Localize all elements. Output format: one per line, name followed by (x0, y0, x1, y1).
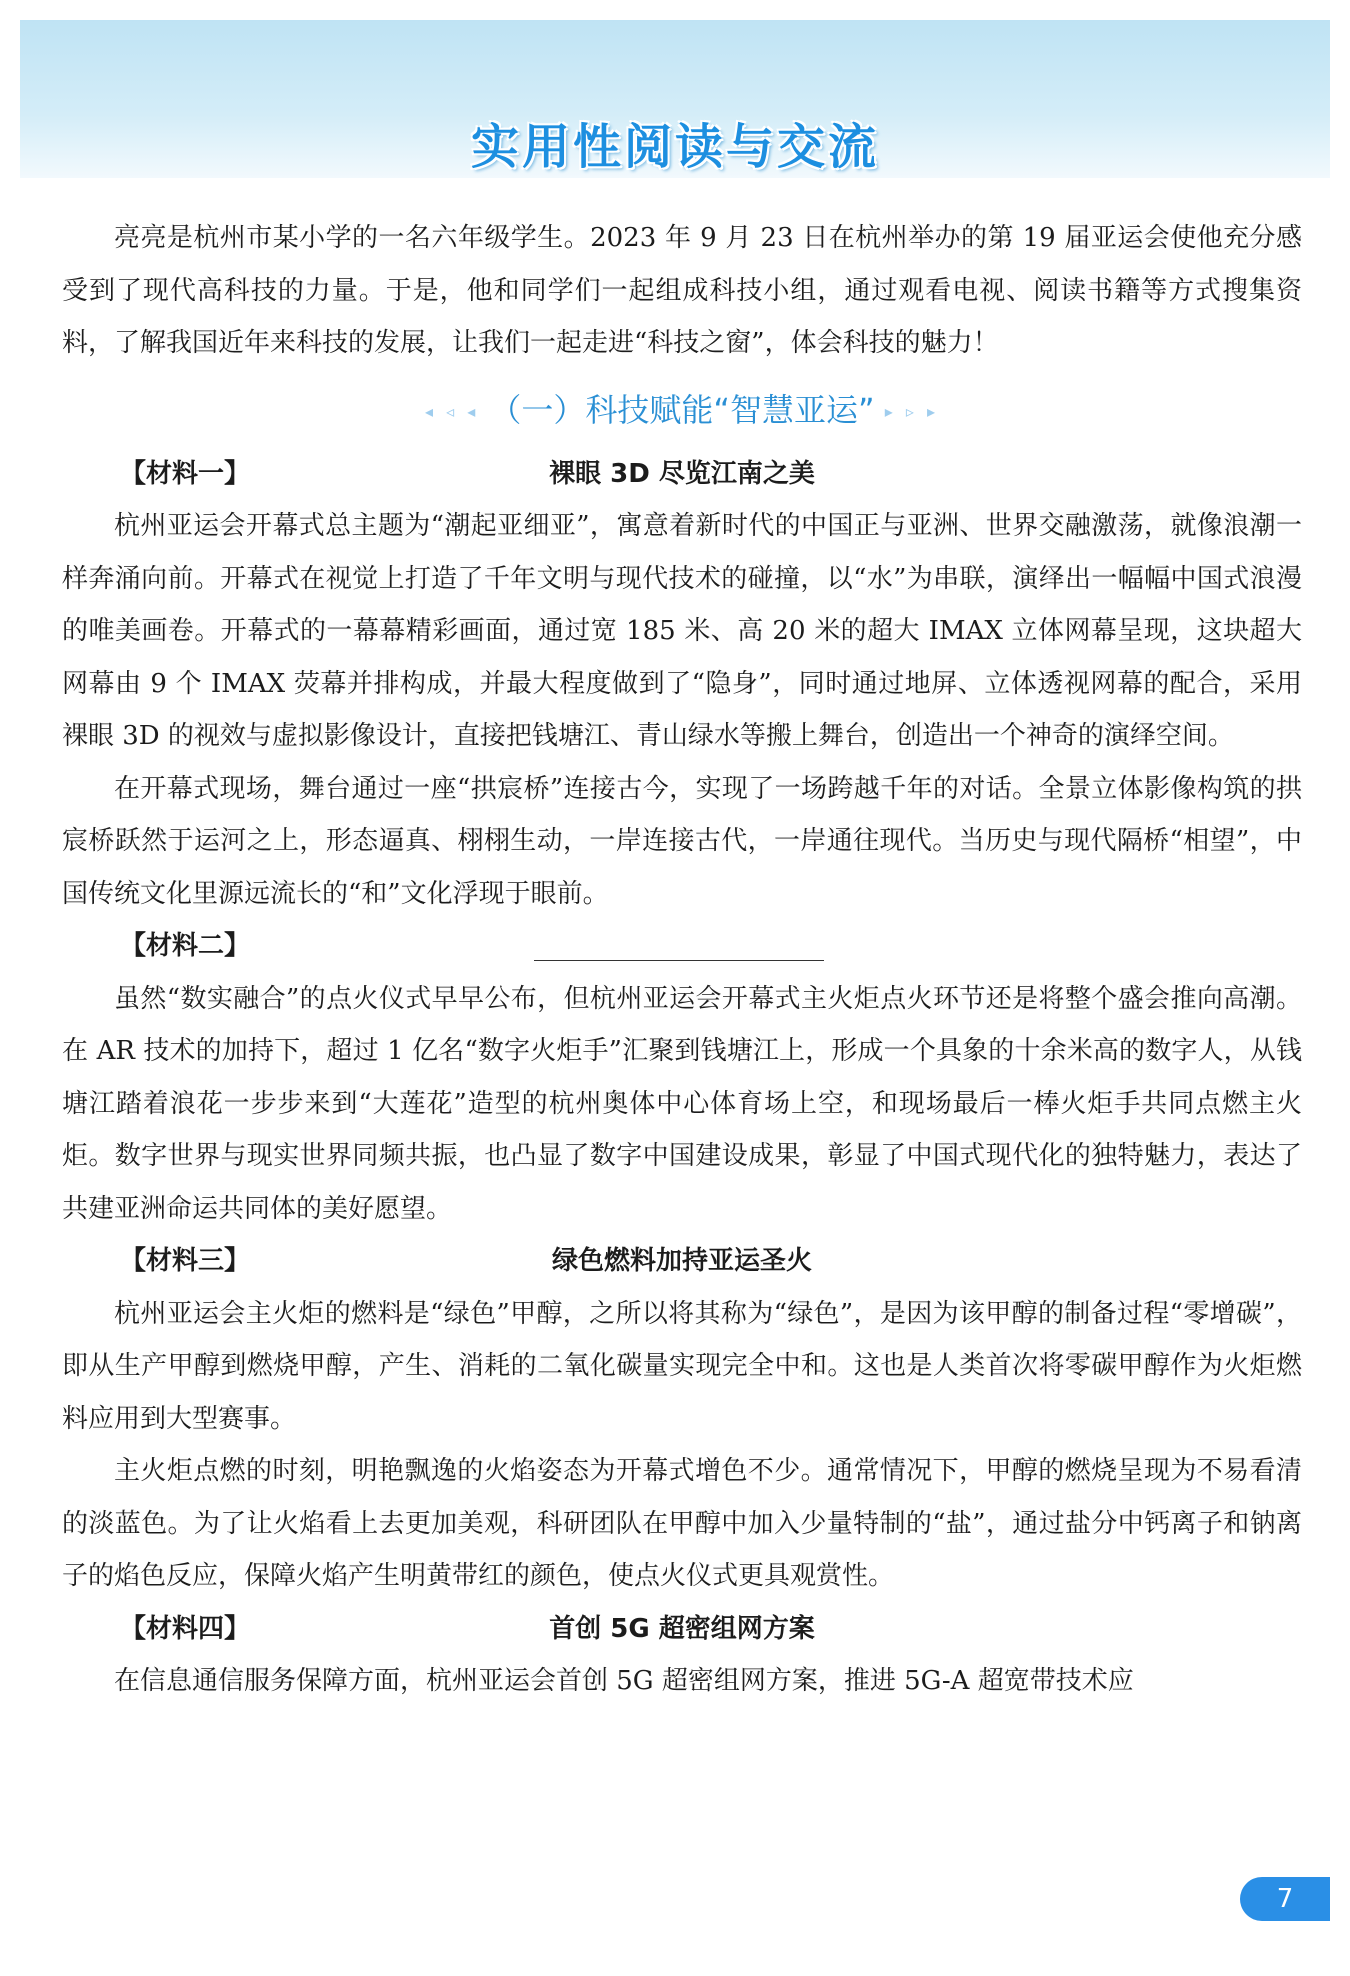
section-heading-text: （一）科技赋能“智慧亚运” (489, 390, 875, 429)
material-3-label: 【材料三】 (120, 1246, 251, 1276)
material-1-paragraph-1: 杭州亚运会开幕式总主题为“潮起亚细亚”，寓意着新时代的中国正与亚洲、世界交融激荡，就像浪潮一样奔涌向前。开幕式在视觉上打造了千年文明与现代技术的碰撞，以“水”为串联，演绎出一幅幅中国式浪漫的唯美画卷。开幕式的一幕幕精彩画面，通过宽 185 米、高 20 米的超大 IMAX 立体网幕呈现，这块超大网幕由 9 个 IMAX 荧幕并排构成，并最大程度做到了“隐身”，同时通过地屏、立体透视网幕的配合，采用裸眼 3D 的视效与虚拟影像设计，直接把钱塘江、青山绿水等搬上舞台，创造出一个神奇的演绎空间。 (62, 511, 1302, 751)
page-content (62, 212, 1302, 1708)
page-number: 7 (1240, 1877, 1330, 1921)
material-2-paragraph-1: 虽然“数实融合”的点火仪式早早公布，但杭州亚运会开幕式主火炬点火环节还是将整个盛会推向高潮。在 AR 技术的加持下，超过 1 亿名“数字火炬手”汇聚到钱塘江上，形成一个具象的十余米高的数字人，从钱塘江踏着浪花一步步来到“大莲花”造型的杭州奥体中心体育场上空，和现场最后一棒火炬手共同点燃主火炬。数字世界与现实世界同频共振，也凸显了数字中国建设成果，彰显了中国式现代化的独特魅力，表达了共建亚洲命运共同体的美好愿望。 (62, 983, 1302, 1224)
material-3-paragraph-2: 主火炬点燃的时刻，明艳飘逸的火焰姿态为开幕式增色不少。通常情况下，甲醇的燃烧呈现为不易看清的淡蓝色。为了让火焰看上去更加美观，科研团队在甲醇中加入少量特制的“盐”，通过盐分中钙离子和钠离子的焰色反应，保障火焰产生明黄带红的颜色，使点火仪式更具观赏性。 (62, 1456, 1302, 1591)
material-4-paragraph-1: 在信息通信服务保障方面，杭州亚运会首创 5G 超密组网方案，推进 5G-A 超宽带技术应 (114, 1666, 1134, 1696)
material-1-label: 【材料一】 (120, 458, 251, 489)
material-1-paragraph-2: 在开幕式现场，舞台通过一座“拱宸桥”连接古今，实现了一场跨越千年的对话。全景立体影像构筑的拱宸桥跃然于运河之上，形态逼真、栩栩生动，一岸连接古代，一岸通往现代。当历史与现代隔桥“相望”，中国传统文化里源远流长的“和”文化浮现于眼前。 (62, 773, 1302, 909)
section-heading (62, 372, 1302, 448)
page-title: 实用性阅读与交流 (470, 119, 879, 175)
material-1-header (62, 448, 1302, 501)
intro-paragraph: 亮亮是杭州市某小学的一名六年级学生。2023 年 9 月 23 日在杭州举办的第 19 届亚运会使他充分感受到了现代高科技的力量。于是，他和同学们一起组成科技小组，通过观看电视、阅读书籍等方式搜集资料，了解我国近年来科技的发展，让我们一起走进“科技之窗”，体会科技的魅力！ (62, 223, 1302, 358)
material-1-title: 裸眼 3D 尽览江南之美 (549, 458, 815, 489)
material-2-label: 【材料二】 (120, 931, 251, 961)
material-4-title: 首创 5G 超密组网方案 (549, 1613, 815, 1644)
material-4-label: 【材料四】 (120, 1613, 251, 1644)
material-3-title: 绿色燃料加持亚运圣火 (551, 1246, 812, 1276)
material-2-title-blank (534, 960, 824, 961)
right-arrows-icon: ▸ ▹ ▸ (884, 401, 940, 421)
left-arrows-icon: ◂ ◃ ◂ (424, 401, 480, 421)
material-3-header (62, 1235, 1302, 1288)
material-3-paragraph-1: 杭州亚运会主火炬的燃料是“绿色”甲醇，之所以将其称为“绿色”，是因为该甲醇的制备过程“零增碳”，即从生产甲醇到燃烧甲醇，产生、消耗的二氧化碳量实现完全中和。这也是人类首次将零碳甲醇作为火炬燃料应用到大型赛事。 (62, 1298, 1302, 1434)
material-4-header (62, 1603, 1302, 1656)
material-2-header (62, 920, 1302, 973)
